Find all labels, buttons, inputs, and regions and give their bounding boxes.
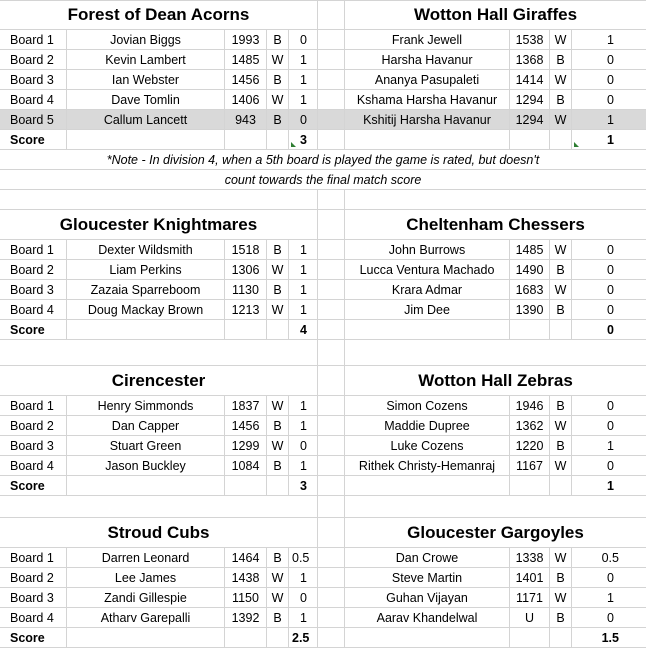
away-total: 1 xyxy=(607,478,614,493)
gap-cell xyxy=(318,416,345,435)
home-rating: 1518 xyxy=(225,240,267,259)
empty-cell xyxy=(550,320,572,339)
gap-cell xyxy=(318,50,345,69)
home-score: 1 xyxy=(289,280,318,299)
board-label: Board 1 xyxy=(0,396,67,415)
away-colour: W xyxy=(550,110,572,129)
away-colour: W xyxy=(550,416,572,435)
away-score: 1 xyxy=(607,32,614,47)
board-label: Board 4 xyxy=(0,300,67,319)
home-player: Dan Capper xyxy=(67,416,225,435)
note-text-line-2: count towards the final match score xyxy=(224,172,422,187)
gap-cell xyxy=(318,1,345,29)
board-label: Board 1 xyxy=(0,30,67,49)
away-player: Aarav Khandelwal xyxy=(345,608,510,627)
note-line xyxy=(0,170,646,190)
away-rating: 1946 xyxy=(510,396,550,415)
away-score: 0 xyxy=(607,242,614,257)
away-rating: 1338 xyxy=(510,548,550,567)
away-rating: U xyxy=(510,608,550,627)
away-player: Dan Crowe xyxy=(345,548,510,567)
away-score: 0 xyxy=(607,302,614,317)
home-colour: W xyxy=(267,568,289,587)
home-player: Atharv Garepalli xyxy=(67,608,225,627)
away-colour: B xyxy=(550,260,572,279)
home-colour: B xyxy=(267,30,289,49)
away-team-name: Cheltenham Chessers xyxy=(406,214,585,234)
home-score: 1 xyxy=(289,240,318,259)
away-colour: W xyxy=(550,548,572,567)
empty-cell xyxy=(345,476,510,495)
home-team-name: Forest of Dean Acorns xyxy=(0,1,318,29)
home-team-name: Stroud Cubs xyxy=(0,518,318,547)
away-colour: W xyxy=(550,240,572,259)
score-label: Score xyxy=(0,320,67,339)
board-label: Board 3 xyxy=(0,436,67,455)
match-header xyxy=(0,366,646,396)
home-player: Darren Leonard xyxy=(67,548,225,567)
board-label: Board 3 xyxy=(0,280,67,299)
empty-cell xyxy=(225,476,267,495)
board-label: Board 4 xyxy=(0,90,67,109)
away-rating: 1683 xyxy=(510,280,550,299)
away-score: 1 xyxy=(607,112,614,127)
away-player: Jim Dee xyxy=(345,300,510,319)
board-label: Board 4 xyxy=(0,608,67,627)
gap-cell xyxy=(318,366,345,395)
gap-cell xyxy=(318,280,345,299)
home-score: 0.5 xyxy=(289,548,318,567)
empty-cell xyxy=(510,320,550,339)
gap-cell xyxy=(318,320,345,339)
board-row xyxy=(0,608,646,628)
home-score: 1 xyxy=(289,300,318,319)
home-score: 1 xyxy=(289,260,318,279)
board-label: Board 3 xyxy=(0,70,67,89)
home-colour: W xyxy=(267,436,289,455)
away-player: Lucca Ventura Machado xyxy=(345,260,510,279)
home-score: 1 xyxy=(289,568,318,587)
score-row xyxy=(0,320,646,340)
empty-cell xyxy=(0,340,318,365)
away-rating: 1368 xyxy=(510,50,550,69)
away-score: 0 xyxy=(607,570,614,585)
home-rating: 1130 xyxy=(225,280,267,299)
score-row xyxy=(0,476,646,496)
away-score: 0 xyxy=(607,418,614,433)
home-rating: 1456 xyxy=(225,70,267,89)
away-rating: 1538 xyxy=(510,30,550,49)
home-rating: 1464 xyxy=(225,548,267,567)
away-total-value: 1 xyxy=(607,132,614,147)
home-total: 2.5 xyxy=(289,628,318,647)
home-colour: W xyxy=(267,588,289,607)
away-score: 0 xyxy=(607,262,614,277)
empty-cell xyxy=(67,320,225,339)
home-rating: 1456 xyxy=(225,416,267,435)
away-player: Kshitij Harsha Havanur xyxy=(345,110,510,129)
home-total: 4 xyxy=(289,320,318,339)
empty-cell xyxy=(550,130,572,149)
home-player: Kevin Lambert xyxy=(67,50,225,69)
board-row xyxy=(0,416,646,436)
away-total xyxy=(572,130,646,149)
home-player: Doug Mackay Brown xyxy=(67,300,225,319)
empty-cell xyxy=(67,130,225,149)
home-team-name: Cirencester xyxy=(0,366,318,395)
gap-cell xyxy=(318,588,345,607)
empty-cell xyxy=(67,628,225,647)
home-rating: 1392 xyxy=(225,608,267,627)
gap-cell xyxy=(318,608,345,627)
away-colour: W xyxy=(550,70,572,89)
gap-cell xyxy=(318,260,345,279)
home-player: Zandi Gillespie xyxy=(67,588,225,607)
board-label: Board 1 xyxy=(0,240,67,259)
empty-cell xyxy=(550,628,572,647)
home-total: 3 xyxy=(289,476,318,495)
gap-cell xyxy=(318,396,345,415)
away-score: 0 xyxy=(607,92,614,107)
away-rating: 1171 xyxy=(510,588,550,607)
score-row xyxy=(0,130,646,150)
empty-cell xyxy=(0,496,318,517)
home-player: Jason Buckley xyxy=(67,456,225,475)
home-player: Stuart Green xyxy=(67,436,225,455)
home-colour: B xyxy=(267,608,289,627)
away-score: 0 xyxy=(607,610,614,625)
away-score: 0 xyxy=(607,398,614,413)
away-total: 1.5 xyxy=(601,630,619,645)
away-rating: 1390 xyxy=(510,300,550,319)
away-player: Guhan Vijayan xyxy=(345,588,510,607)
away-score: 0.5 xyxy=(601,550,619,565)
away-colour: W xyxy=(550,30,572,49)
board-label: Board 3 xyxy=(0,588,67,607)
comment-marker-icon xyxy=(291,142,296,147)
home-colour: W xyxy=(267,300,289,319)
home-colour: W xyxy=(267,260,289,279)
home-rating: 1485 xyxy=(225,50,267,69)
gap-cell xyxy=(318,240,345,259)
board-row xyxy=(0,568,646,588)
away-rating: 1220 xyxy=(510,436,550,455)
home-player: Henry Simmonds xyxy=(67,396,225,415)
home-player: Lee James xyxy=(67,568,225,587)
home-player: Dave Tomlin xyxy=(67,90,225,109)
board-row xyxy=(0,548,646,568)
away-rating: 1401 xyxy=(510,568,550,587)
gap-cell xyxy=(318,476,345,495)
board-label: Board 2 xyxy=(0,260,67,279)
empty-cell xyxy=(267,476,289,495)
away-colour: W xyxy=(550,280,572,299)
gap-cell xyxy=(318,130,345,149)
away-player: Frank Jewell xyxy=(345,30,510,49)
away-score: 0 xyxy=(607,52,614,67)
match-header xyxy=(0,0,646,30)
away-colour: B xyxy=(550,300,572,319)
board-row xyxy=(0,300,646,320)
gap-cell xyxy=(318,30,345,49)
board-row xyxy=(0,280,646,300)
empty-cell xyxy=(225,628,267,647)
empty-cell xyxy=(267,130,289,149)
spacer-row xyxy=(0,496,646,518)
home-colour: W xyxy=(267,396,289,415)
board-row xyxy=(0,30,646,50)
home-rating: 1150 xyxy=(225,588,267,607)
home-rating: 1993 xyxy=(225,30,267,49)
away-rating: 1490 xyxy=(510,260,550,279)
home-rating: 1406 xyxy=(225,90,267,109)
home-player: Dexter Wildsmith xyxy=(67,240,225,259)
away-score: 0 xyxy=(607,458,614,473)
spacer-row xyxy=(0,190,646,210)
away-player: John Burrows xyxy=(345,240,510,259)
board-row xyxy=(0,240,646,260)
away-colour: W xyxy=(550,456,572,475)
away-colour: B xyxy=(550,90,572,109)
away-rating: 1362 xyxy=(510,416,550,435)
board-label: Board 2 xyxy=(0,568,67,587)
home-score: 0 xyxy=(289,436,318,455)
home-score: 0 xyxy=(289,110,318,129)
home-rating: 1213 xyxy=(225,300,267,319)
away-player: Luke Cozens xyxy=(345,436,510,455)
away-player: Steve Martin xyxy=(345,568,510,587)
comment-marker-icon xyxy=(574,142,579,147)
gap-cell xyxy=(318,110,345,129)
home-team-name: Gloucester Knightmares xyxy=(0,210,318,239)
away-score: 0 xyxy=(607,282,614,297)
board-label: Board 1 xyxy=(0,548,67,567)
home-colour: B xyxy=(267,548,289,567)
home-colour: B xyxy=(267,456,289,475)
home-total-value: 3 xyxy=(300,132,307,147)
home-score: 0 xyxy=(289,588,318,607)
board-label: Board 2 xyxy=(0,50,67,69)
empty-cell xyxy=(267,320,289,339)
home-score: 1 xyxy=(289,456,318,475)
gap-cell xyxy=(318,548,345,567)
away-player: Ananya Pasupaleti xyxy=(345,70,510,89)
score-row xyxy=(0,628,646,648)
board-row xyxy=(0,70,646,90)
empty-cell xyxy=(550,476,572,495)
empty-cell xyxy=(225,130,267,149)
away-colour: B xyxy=(550,396,572,415)
board-label: Board 4 xyxy=(0,456,67,475)
board-row xyxy=(0,456,646,476)
home-player: Liam Perkins xyxy=(67,260,225,279)
away-rating: 1485 xyxy=(510,240,550,259)
gap-cell xyxy=(318,568,345,587)
board-row xyxy=(0,396,646,416)
away-score: 1 xyxy=(607,438,614,453)
score-label: Score xyxy=(0,628,67,647)
away-rating: 1167 xyxy=(510,456,550,475)
home-rating: 1306 xyxy=(225,260,267,279)
gap-cell xyxy=(318,300,345,319)
away-team-name: Wotton Hall Zebras xyxy=(418,370,573,390)
empty-cell xyxy=(345,130,510,149)
home-colour: B xyxy=(267,416,289,435)
home-colour: W xyxy=(267,90,289,109)
home-colour: W xyxy=(267,50,289,69)
away-player: Harsha Havanur xyxy=(345,50,510,69)
board-label: Board 2 xyxy=(0,416,67,435)
empty-cell xyxy=(510,628,550,647)
gap-cell xyxy=(318,340,345,365)
gap-cell xyxy=(318,496,345,517)
away-team-name: Wotton Hall Giraffes xyxy=(413,5,578,24)
board-row xyxy=(0,436,646,456)
score-label: Score xyxy=(0,476,67,495)
empty-cell xyxy=(510,130,550,149)
away-player: Rithek Christy-Hemanraj xyxy=(345,456,510,475)
home-score: 1 xyxy=(289,608,318,627)
away-score: 0 xyxy=(607,72,614,87)
match-header xyxy=(0,210,646,240)
gap-cell xyxy=(318,456,345,475)
away-total: 0 xyxy=(607,322,614,337)
note-line xyxy=(0,150,646,170)
empty-cell xyxy=(345,628,510,647)
board-label: Board 5 xyxy=(0,110,67,129)
home-score: 1 xyxy=(289,50,318,69)
empty-cell xyxy=(510,476,550,495)
away-player: Simon Cozens xyxy=(345,396,510,415)
note-text-line-1: *Note - In division 4, when a 5th board is played the game is rated, but doesn't xyxy=(106,152,540,167)
away-colour: W xyxy=(550,588,572,607)
empty-cell xyxy=(0,190,318,209)
away-rating: 1294 xyxy=(510,110,550,129)
home-colour: B xyxy=(267,240,289,259)
board-row-highlighted xyxy=(0,110,646,130)
away-colour: B xyxy=(550,50,572,69)
board-row xyxy=(0,588,646,608)
home-player: Ian Webster xyxy=(67,70,225,89)
home-score: 1 xyxy=(289,396,318,415)
home-rating: 1299 xyxy=(225,436,267,455)
empty-cell xyxy=(345,320,510,339)
away-rating: 1414 xyxy=(510,70,550,89)
away-player: Kshama Harsha Havanur xyxy=(345,90,510,109)
away-colour: B xyxy=(550,436,572,455)
gap-cell xyxy=(318,628,345,647)
away-player: Maddie Dupree xyxy=(345,416,510,435)
home-score: 0 xyxy=(289,30,318,49)
score-label: Score xyxy=(0,130,67,149)
gap-cell xyxy=(318,190,345,209)
gap-cell xyxy=(318,210,345,239)
home-rating: 1837 xyxy=(225,396,267,415)
home-rating: 1084 xyxy=(225,456,267,475)
home-score: 1 xyxy=(289,416,318,435)
board-row xyxy=(0,50,646,70)
away-team-name: Gloucester Gargoyles xyxy=(407,522,584,542)
home-total xyxy=(289,130,318,149)
empty-cell xyxy=(225,320,267,339)
gap-cell xyxy=(318,90,345,109)
spacer-row xyxy=(0,340,646,366)
home-rating: 943 xyxy=(225,110,267,129)
away-player: Krara Admar xyxy=(345,280,510,299)
board-row xyxy=(0,260,646,280)
away-rating: 1294 xyxy=(510,90,550,109)
home-colour: B xyxy=(267,110,289,129)
gap-cell xyxy=(318,436,345,455)
away-score: 1 xyxy=(607,590,614,605)
home-score: 1 xyxy=(289,90,318,109)
home-colour: B xyxy=(267,280,289,299)
empty-cell xyxy=(267,628,289,647)
home-player: Jovian Biggs xyxy=(67,30,225,49)
home-player: Callum Lancett xyxy=(67,110,225,129)
home-score: 1 xyxy=(289,70,318,89)
away-colour: B xyxy=(550,608,572,627)
away-colour: B xyxy=(550,568,572,587)
gap-cell xyxy=(318,518,345,547)
gap-cell xyxy=(318,70,345,89)
home-colour: B xyxy=(267,70,289,89)
home-player: Zazaia Sparreboom xyxy=(67,280,225,299)
empty-cell xyxy=(67,476,225,495)
home-rating: 1438 xyxy=(225,568,267,587)
board-row xyxy=(0,90,646,110)
match-header xyxy=(0,518,646,548)
